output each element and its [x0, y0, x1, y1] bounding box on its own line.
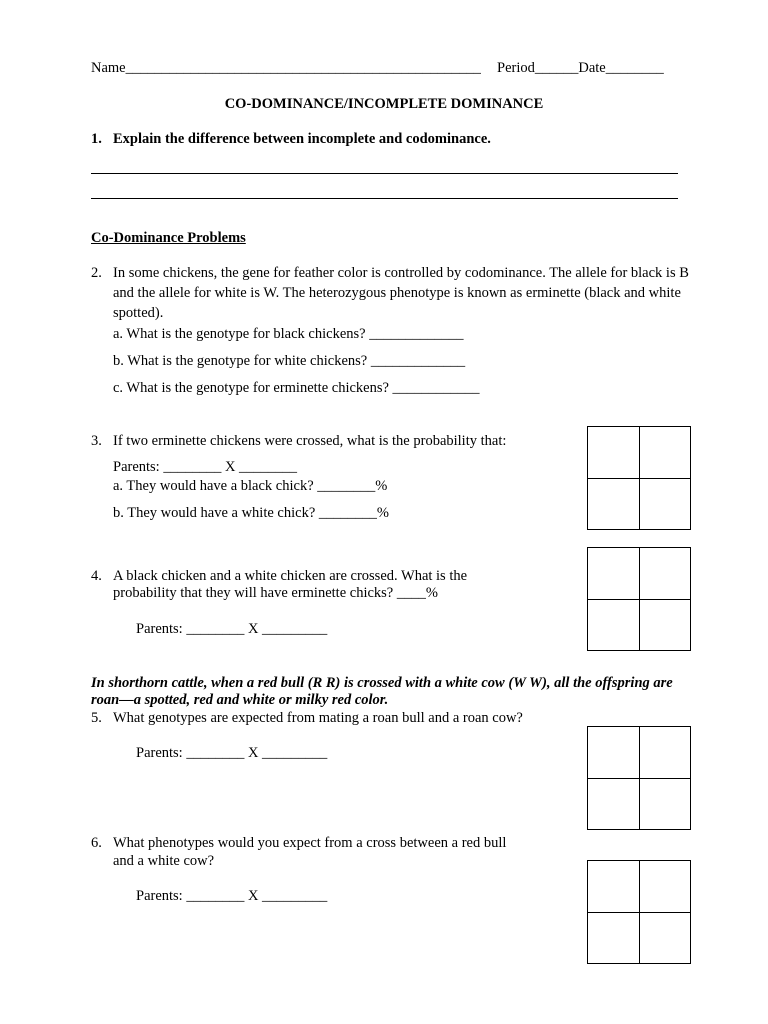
question-3-text: If two erminette chickens were crossed, what is the probability that:: [113, 433, 507, 449]
punnett-square-q4: [587, 547, 691, 651]
question-6-line: and a white cow?: [113, 853, 215, 869]
question-1-text: Explain the difference between incomplete and codominance.: [113, 131, 491, 147]
question-4-line: probability that they will have erminette chicks? ____%: [113, 585, 438, 601]
punnett-square-q3: [587, 426, 691, 530]
question-2b: b. What is the genotype for white chickens? _____________: [113, 353, 466, 369]
question-2-line: and the allele for white is W. The heterozygous phenotype is known as erminette (black and white: [113, 285, 681, 301]
question-2a: a. What is the genotype for black chickens? _____________: [113, 326, 464, 342]
question-6-line: What phenotypes would you expect from a cross between a red bull: [113, 835, 507, 851]
question-5-text: What genotypes are expected from mating a roan bull and a roan cow?: [113, 710, 523, 726]
shorthorn-intro-line: In shorthorn cattle, when a red bull (R R) is crossed with a white cow (W W), all the offspring are: [91, 675, 673, 691]
question-3a: a. They would have a black chick? ________%: [113, 478, 388, 494]
name-field-label: Name_________________________________________________: [91, 60, 481, 76]
question-5-parents: Parents: ________ X _________: [136, 745, 328, 761]
question-6-number: 6.: [91, 835, 102, 851]
question-2c: c. What is the genotype for erminette chickens? ____________: [113, 380, 480, 396]
section-heading-codominance: Co-Dominance Problems: [91, 230, 246, 246]
answer-line-2: [91, 198, 678, 199]
question-2-line: In some chickens, the gene for feather color is controlled by codominance. The allele for black is B: [113, 265, 689, 281]
question-4-parents: Parents: ________ X _________: [136, 621, 328, 637]
question-2-line: spotted).: [113, 305, 164, 321]
question-4-number: 4.: [91, 568, 102, 584]
question-3-parents: Parents: ________ X ________: [113, 459, 298, 475]
question-4-line: A black chicken and a white chicken are crossed. What is the: [113, 568, 468, 584]
period-date-label: Period______Date________: [497, 60, 664, 76]
question-3-number: 3.: [91, 433, 102, 449]
question-5-number: 5.: [91, 710, 102, 726]
question-3b: b. They would have a white chick? ________%: [113, 505, 389, 521]
shorthorn-intro-line: roan—a spotted, red and white or milky red color.: [91, 692, 389, 708]
page-title: CO-DOMINANCE/INCOMPLETE DOMINANCE: [224, 96, 544, 112]
answer-line-1: [91, 173, 678, 174]
question-2-number: 2.: [91, 265, 102, 281]
question-1-number: 1.: [91, 131, 102, 147]
question-6-parents: Parents: ________ X _________: [136, 888, 328, 904]
punnett-square-q5: [587, 726, 691, 830]
punnett-square-q6: [587, 860, 691, 964]
